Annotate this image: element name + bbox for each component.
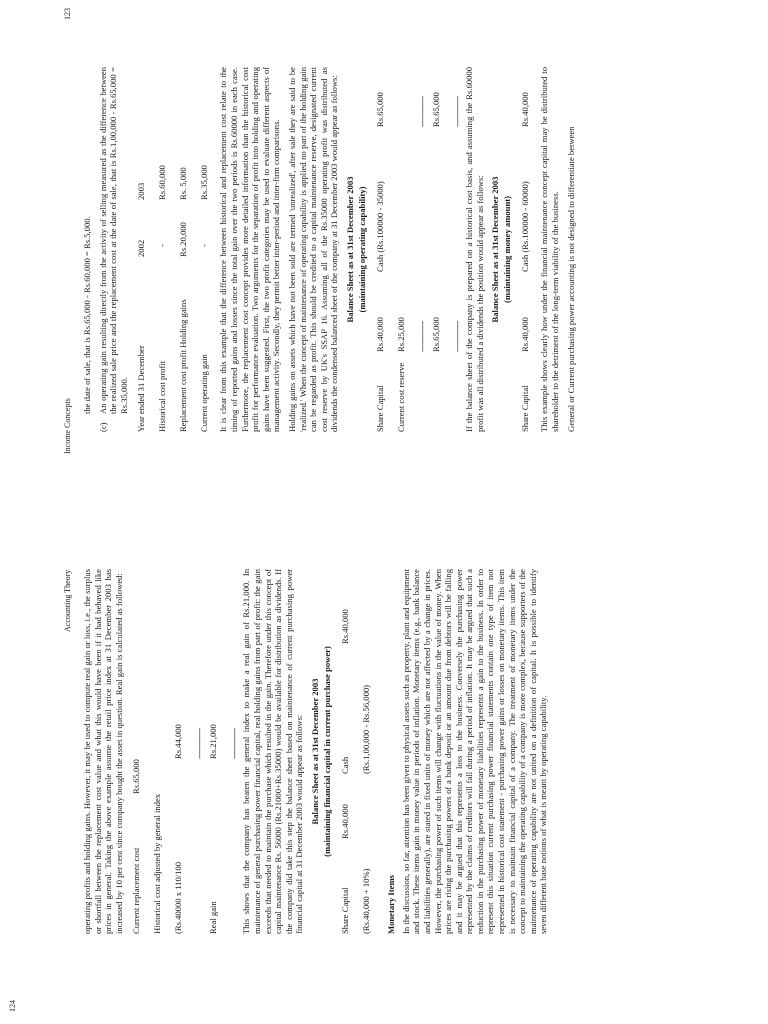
section-heading: Monetary Items <box>386 875 397 934</box>
paragraph: If the balance sheet of the company is prepared on a historical cost basis, and assuming the Rs.60000 profit was all distributed a dividends the position would appear as follows: <box>464 67 485 432</box>
bs-cell: Share Capital <box>375 385 386 432</box>
paragraph: An operating gain resulting directly from the activity of selling measured as the difference between the realized sale price and the replacement cost at the date of sale, that is Rs.1,00,000 - Rs.65,000 = Rs.35,000. <box>97 67 129 414</box>
paragraph: operating profits and holding gains. However, it may be used to compute real gain or loss, i.e., the surplus or shortfall between the replacement cost value and what this would have been if it had behaved like prices in general. Taking the above example assume the retail price index at 31 December 2003 has increased by 10 per cent since company bought the asset in question. Real gain is calculated as followed: <box>82 569 124 934</box>
paragraph: In the discussion, so far, attention has been given to physical assets such as property, plant and equipment and stock. These items gain in money value in periods of inflation. Monetary items (e.g., bank balance and liabilities generally), are stated in fixed units of money which are not affected by a change in prices. However, the purchasing power of such items will change with fluctuations in the value of money. When prices are rising the purchasing powers of a bank deposit or an amount due from debtors will be falling and it may be argued that this represents a loss to the business. Conversely the purchasing power represented by the claims of creditors will fall during a period of inflation. It may be argued that such a reduction in the purchasing power of monetary liabilities represents a gain to the business. In order to represent this situation current purchasing power financial statements contain one type of item not represented in historical cost statement - purchasing power gains or losses on monetary items. This item is necessary to maintain financial capital of a company. The treatment of monetary items under the concept to maintaining the operating capability of a company is more complex, because supporters of the maintenance of operating capability are not united on a definition of capital. It is possible to identify seven different base notions of what is meant by operating capability. <box>400 569 549 934</box>
bs-cell: Rs.40,000 <box>340 804 351 839</box>
bs-cell: (Rs.1,00,000 - Rs.56,000) <box>361 684 372 774</box>
bs-cell: Cash <box>340 756 351 774</box>
bs-cell: Rs.65,000 <box>431 92 442 127</box>
table-row <box>176 67 197 432</box>
table-header-row <box>134 67 155 432</box>
table-cell: - <box>199 244 210 247</box>
calc-label: Real gain <box>208 901 219 934</box>
bs-cell: Rs.65,000 <box>431 317 442 352</box>
bs-cell: Share Capital <box>520 385 531 432</box>
calc-row <box>129 569 150 934</box>
calc-label: Historical cost adjusted by general index <box>152 793 163 934</box>
balance-sheet-subtitle: (maintaining operating capability) <box>356 186 367 313</box>
paragraph: Holding gains on assets which have not been sold are termed 'unrealized', after sale they are said to be 'realized.' When the concept of maintenance of operating capability is applied no part of the holding gain can be regarded as profit. This should be credited to a capital maintenance reserve, designated current cost reserve by UK's SSAP 16. Assuming all of the Rs.35000 operating profit was distributed as dividends the condensed balanced sheet of the company at 31 December 2003 would appear as follows: <box>286 67 340 432</box>
list-item-c <box>98 67 130 432</box>
rule-line: ------------- <box>452 321 463 352</box>
bs-cell: Rs.65,000 <box>375 92 386 127</box>
paragraph: This example shows clearly how under the financial maintenance concept capital may be distributed to shareholder to the detriment of the long-term viability of the business. <box>539 67 561 432</box>
paragraph: This shows that the company has beaten the general index to make a real gain of Rs.21,000. In maintenance of general purchasing power financial capital, real holding gains from part of profit: the gain exceeds that needed to maintain the purchase which resulted in the gain. Therefore under this concept of capital maintenance Rs. 56000 (Rs.21000+Rs.35000) would be available for distribution as dividends. If the company did take this step the balance sheet based on maintenance of current purchasing power financial capital at 31 December 2003 would appear as follows: <box>241 569 305 934</box>
balance-sheet-row <box>373 67 394 432</box>
running-head: Accounting Theory <box>63 569 72 632</box>
table-cell: Rs.60,000 <box>157 165 168 200</box>
bs-cell: Cash (Rs.100000 - 35000) <box>375 181 386 272</box>
table-row <box>197 67 218 432</box>
table-cell: Historical cost profit <box>157 360 168 432</box>
calc-row <box>171 569 192 934</box>
balance-sheet-subtitle: (maintaining financial capital in current purchase power) <box>321 646 332 857</box>
balance-sheet-row <box>394 67 415 432</box>
bs-cell: Rs.40,000 <box>375 317 386 352</box>
page-124 <box>0 512 768 1024</box>
calc-value: Rs.65,000 <box>131 759 142 794</box>
table-cell: Year ended 31 December <box>136 345 147 432</box>
calc-rule-row <box>227 569 241 934</box>
table-row <box>155 67 176 432</box>
page-number: 123 <box>63 8 72 20</box>
calc-value: Rs.44,000 <box>173 724 184 759</box>
balance-sheet-title: Balance Sheet as at 31st December 2003 <box>490 176 501 323</box>
page-number: 124 <box>8 1000 17 1012</box>
calc-label: Current replacement cost <box>131 847 142 934</box>
balance-sheet-subtitle: (maintaining money amount) <box>501 196 512 303</box>
bs-cell: Rs.25,000 <box>396 317 407 352</box>
rule-line: ------------- <box>417 96 428 127</box>
list-marker: (c) <box>97 422 108 432</box>
table-cell: Rs.20,000 <box>178 222 189 257</box>
rule-line: ------------- <box>452 96 463 127</box>
balance-sheet-row <box>518 67 539 432</box>
balance-sheet-total-row <box>429 67 450 432</box>
paragraph: the date of sale, that is Rs.65,000 - Rs.60,000 = Rs.5,000. <box>82 216 92 414</box>
calc-row <box>206 569 227 934</box>
table-cell: Rs.35,000 <box>199 165 210 200</box>
balance-sheet-title: Balance Sheet as at 31st December 2003 <box>309 678 320 825</box>
bs-cell: Cash (Rs.100000 - 60000) <box>520 181 531 272</box>
right-text-column <box>82 67 581 432</box>
bs-cell: (Rs.40,000 + 10%) <box>361 868 372 934</box>
table-cell: 2002 <box>136 239 147 257</box>
left-text-column <box>82 569 554 934</box>
paragraph: General or Current purchasing power accounting is not designed to differentiate between <box>565 126 576 432</box>
calc-row <box>150 569 171 934</box>
calc-rule-row <box>192 569 206 934</box>
running-head: Income Concepts <box>63 398 72 454</box>
balance-sheet-title: Balance Sheet as at 31st December 2003 <box>344 176 355 323</box>
rule-line: ------------- <box>417 321 428 352</box>
table-cell: Rs. 5,000 <box>178 167 189 200</box>
balance-sheet-row <box>338 569 359 934</box>
bs-cell: Rs.40,000 <box>340 609 351 644</box>
table-cell: 2003 <box>136 182 147 200</box>
rule-line: ------------- <box>229 728 240 759</box>
rule-row <box>415 67 429 432</box>
table-cell: Current operating gain <box>199 354 210 432</box>
bs-cell: Current cost reserve <box>396 362 407 432</box>
rule-row <box>450 67 464 432</box>
calc-label: (Rs.40000 x 110/100 <box>173 861 184 934</box>
bs-cell: Share Capital <box>340 887 351 934</box>
table-cell: Replacement cost profit Holding gains <box>178 299 189 432</box>
bs-cell: Rs.40,000 <box>520 317 531 352</box>
balance-sheet-row <box>359 569 380 934</box>
rule-line: ------------- <box>194 728 205 759</box>
table-cell: - <box>157 244 168 247</box>
paragraph: It is clear from this example that the difference between historical and replacement cost relate to the timing of reported gains and losses since the total gain over the two periods is Rs.60000 in each case. Furthermore, the replacement cost concept provides more detailed information than the historical cost profit for performance evaluation. Two arguments for the separation of profit into holding and operating gains have been suggested. First, the two profit categories may be used to evaluate different aspects of management activity. Secondly, they permit better inter-period and inter-firm comparisons. <box>218 67 282 432</box>
calc-value: Rs.21,000 <box>208 724 219 759</box>
bs-cell: Rs.40,000 <box>520 92 531 127</box>
